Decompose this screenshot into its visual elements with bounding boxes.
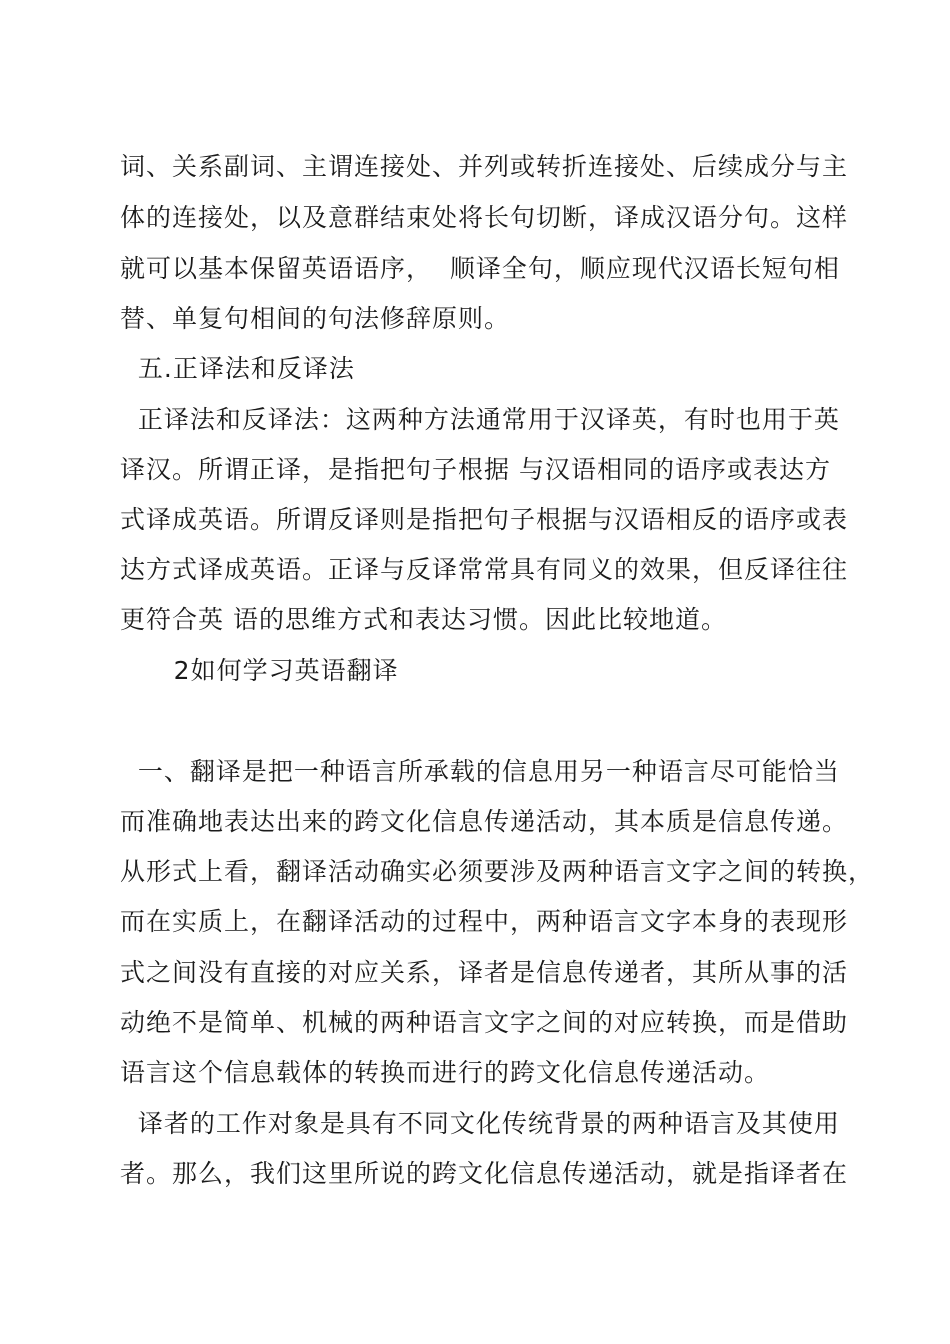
text-line: 式之间没有直接的对应关系，译者是信息传递者，其所从事的活	[120, 958, 849, 987]
text-line: 而准确地表达出来的跨文化信息传递活动，其本质是信息传递。	[120, 807, 849, 836]
text-line: 译汉。所谓正译，是指把句子根据 与汉语相同的语序或表达方	[120, 455, 831, 484]
text-line: 词、关系副词、主谓连接处、并列或转折连接处、后续成分与主	[120, 152, 849, 181]
text-line: 式译成英语。所谓反译则是指把句子根据与汉语相反的语序或表	[120, 505, 849, 534]
text-line: 体的连接处，以及意群结束处将长句切断，译成汉语分句。这样	[120, 203, 849, 232]
text-line: 达方式译成英语。正译与反译常常具有同义的效果，但反译往往	[120, 555, 849, 584]
text-line: 一、翻译是把一种语言所承载的信息用另一种语言尽可能恰当	[120, 757, 840, 786]
section-heading: 五.正译法和反译法	[120, 354, 355, 383]
text-line: 正译法和反译法：这两种方法通常用于汉译英，有时也用于英	[120, 405, 840, 434]
text-line: 语言这个信息载体的转换而进行的跨文化信息传递活动。	[120, 1058, 771, 1087]
text-line: 从形式上看，翻译活动确实必须要涉及两种语言文字之间的转换，	[120, 857, 875, 886]
text-line: 而在实质上，在翻译活动的过程中，两种语言文字本身的表现形	[120, 907, 849, 936]
section-heading: 2如何学习英语翻译	[120, 656, 399, 685]
text-line: 译者的工作对象是具有不同文化传统背景的两种语言及其使用	[120, 1109, 840, 1138]
text-line: 更符合英 语的思维方式和表达习惯。因此比较地道。	[120, 605, 727, 634]
text-line: 替、单复句相间的句法修辞原则。	[120, 304, 511, 333]
text-line: 者。那么，我们这里所说的跨文化信息传递活动，就是指译者在	[120, 1159, 849, 1188]
text-line: 就可以基本保留英语语序， 顺译全句，顺应现代汉语长短句相	[120, 254, 840, 283]
text-line: 动绝不是简单、机械的两种语言文字之间的对应转换，而是借助	[120, 1008, 849, 1037]
